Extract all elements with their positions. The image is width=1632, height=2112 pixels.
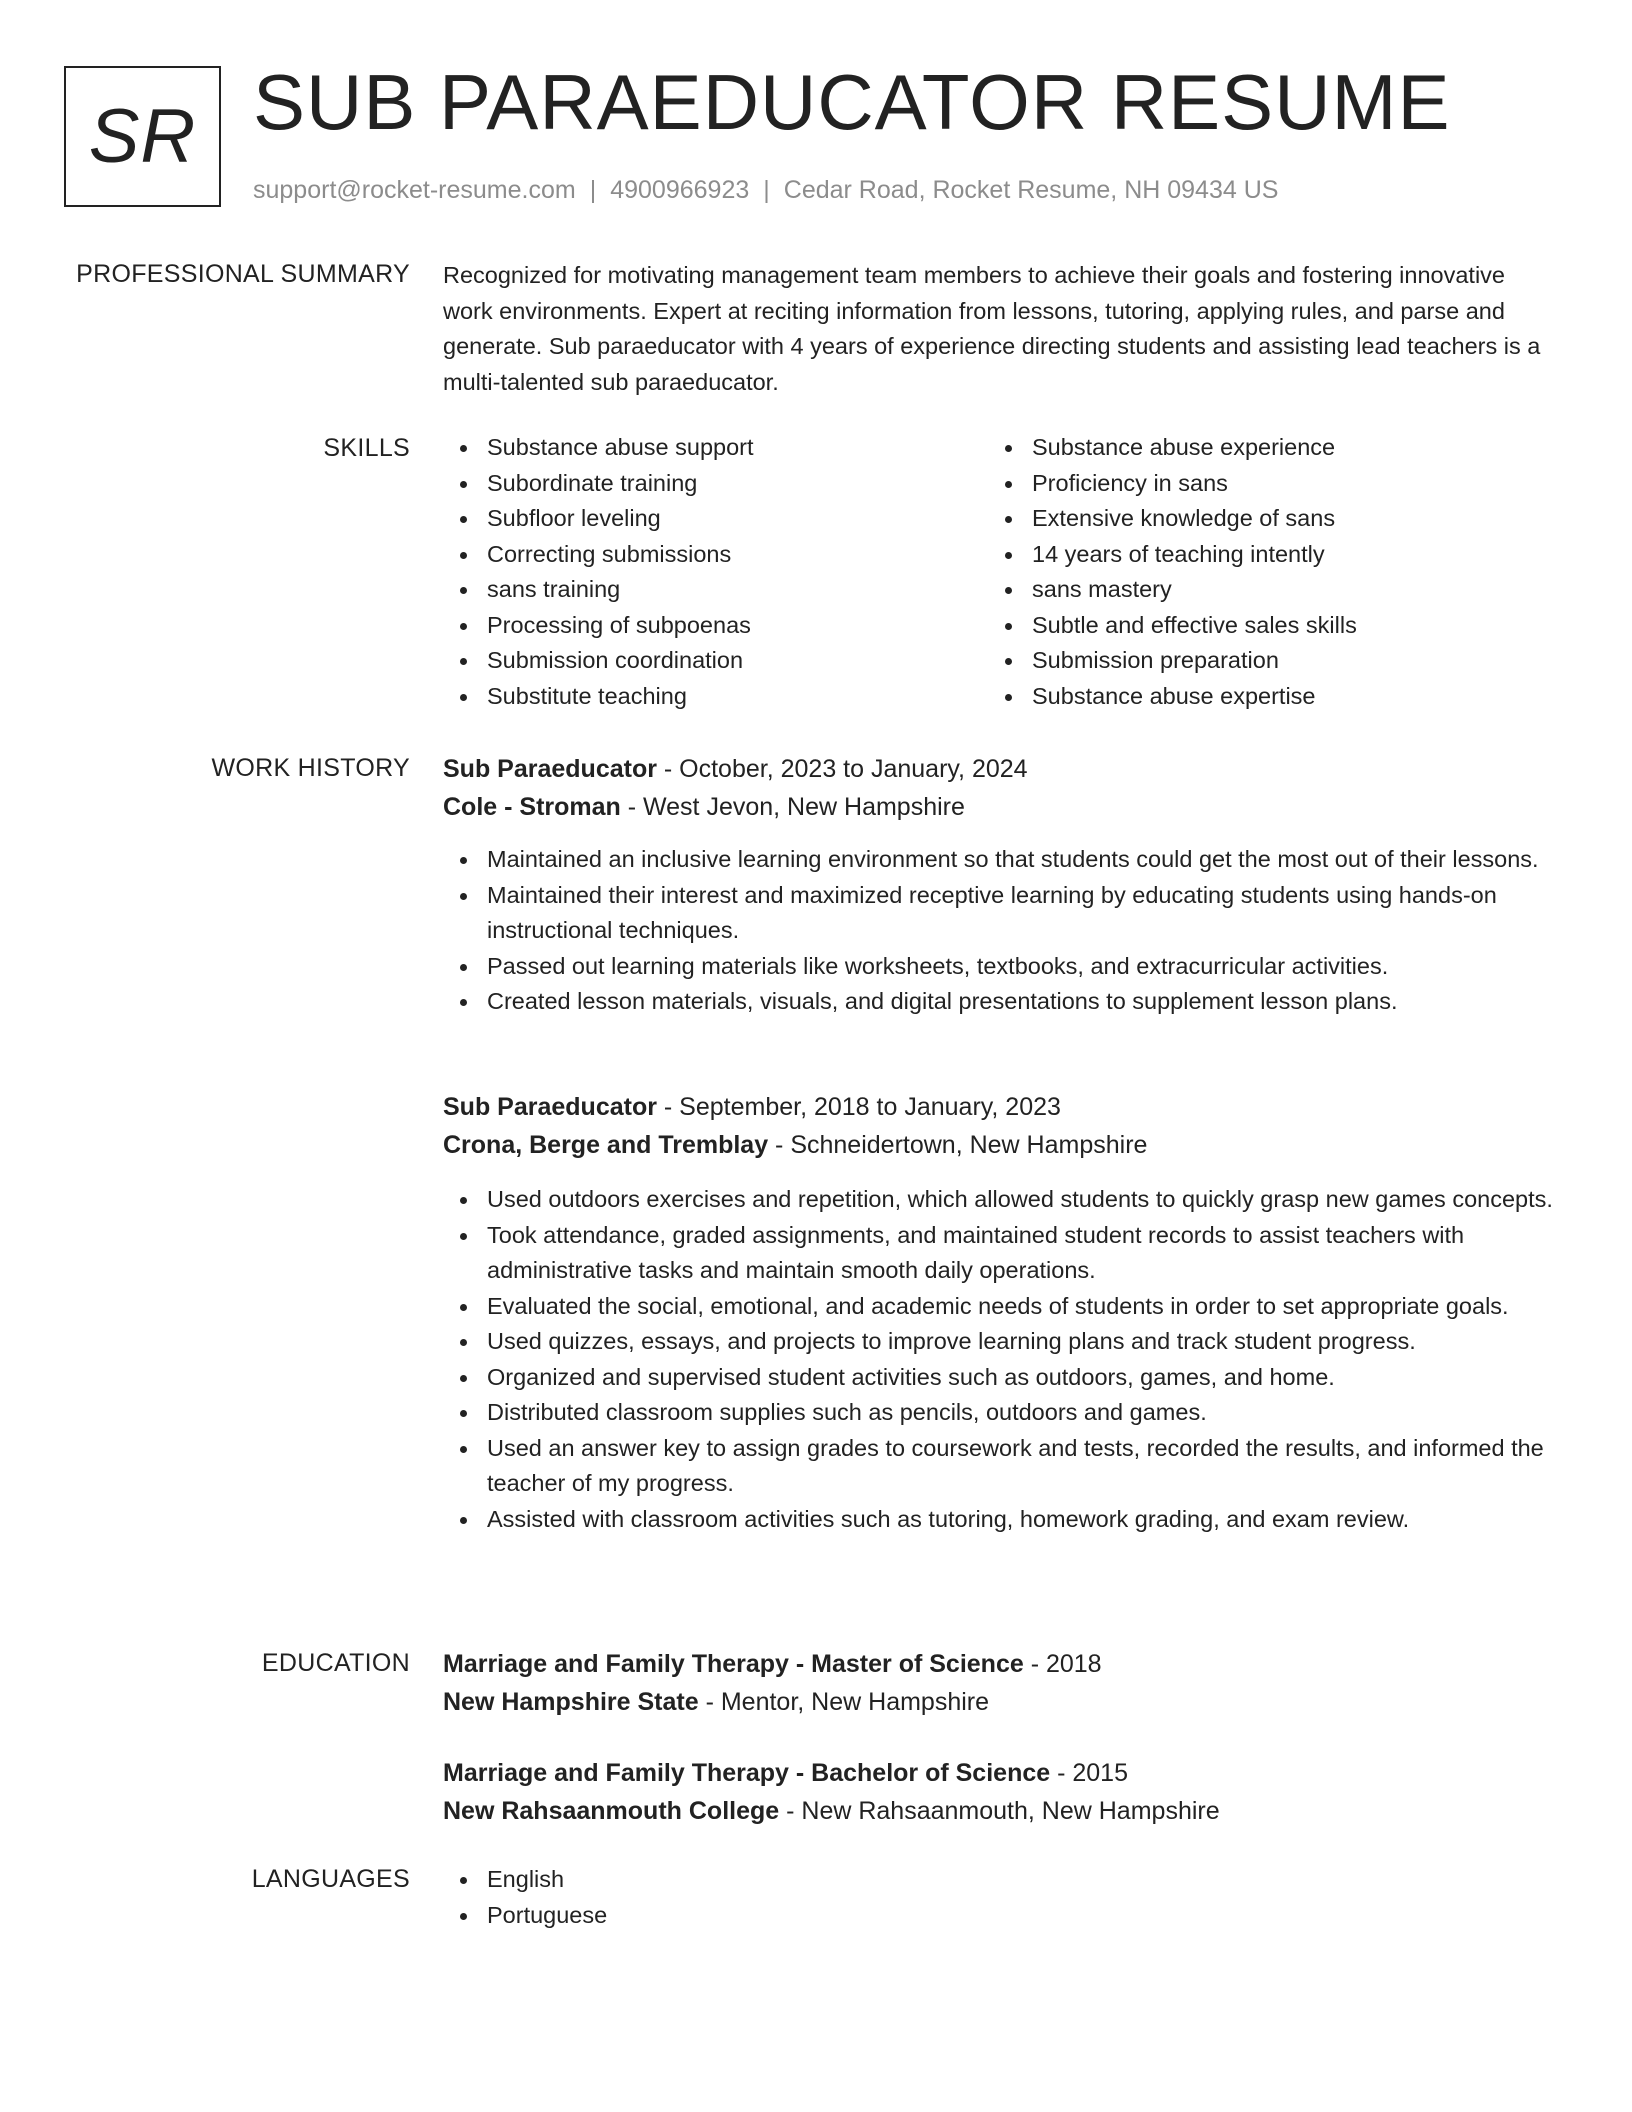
education-entry xyxy=(443,1645,1558,1721)
job-company: Cole - Stroman xyxy=(443,793,621,821)
section-label-skills: SKILLS xyxy=(323,434,410,462)
duty-item: Took attendance, graded assignments, and maintained student records to assist teachers with administrative tasks and maintain smooth daily operations. xyxy=(443,1218,1558,1289)
contact-email: support@rocket-resume.com xyxy=(253,176,576,204)
education-school-line xyxy=(443,1683,1558,1721)
skill-item: Proficiency in sans xyxy=(988,466,1533,502)
job-location: - West Jevon, New Hampshire xyxy=(620,793,965,821)
resume-title: SUB PARAEDUCATOR RESUME xyxy=(253,58,1451,146)
skill-item: sans mastery xyxy=(988,572,1533,608)
education-degree-line xyxy=(443,1754,1558,1792)
contact-address: Cedar Road, Rocket Resume, NH 09434 US xyxy=(783,176,1279,204)
job-entry xyxy=(443,1088,1558,1164)
section-label-summary: PROFESSIONAL SUMMARY xyxy=(76,260,410,288)
languages-section xyxy=(443,1862,1558,1933)
language-item: Portuguese xyxy=(443,1898,1558,1934)
education-location: - New Rahsaanmouth, New Hampshire xyxy=(779,1797,1220,1825)
education-year: - 2015 xyxy=(1050,1759,1128,1787)
duty-item: Used quizzes, essays, and projects to improve learning plans and track student progress. xyxy=(443,1324,1558,1360)
job-entry xyxy=(443,750,1558,826)
duty-item: Used an answer key to assign grades to coursework and tests, recorded the results, and informed the teacher of my progress. xyxy=(443,1431,1558,1502)
duty-item: Used outdoors exercises and repetition, which allowed students to quickly grasp new games concepts. xyxy=(443,1182,1558,1218)
skill-item: Correcting submissions xyxy=(443,537,988,573)
job-company-line xyxy=(443,1126,1558,1164)
contact-separator: | xyxy=(589,176,597,204)
duty-item: Created lesson materials, visuals, and digital presentations to supplement lesson plans. xyxy=(443,984,1558,1020)
job-dates: - October, 2023 to January, 2024 xyxy=(656,755,1028,783)
skill-item: Substance abuse experience xyxy=(988,430,1533,466)
skill-item: Substance abuse expertise xyxy=(988,679,1533,715)
skill-item: Submission preparation xyxy=(988,643,1533,679)
skills-list-right xyxy=(988,430,1533,714)
education-degree-line xyxy=(443,1645,1558,1683)
skill-item: Subtle and effective sales skills xyxy=(988,608,1533,644)
contact-phone: 4900966923 xyxy=(610,176,750,204)
job-title: Sub Paraeducator xyxy=(443,1093,657,1121)
job-dates: - September, 2018 to January, 2023 xyxy=(656,1093,1061,1121)
languages-list xyxy=(443,1862,1558,1933)
skill-item: Submission coordination xyxy=(443,643,988,679)
education-year: - 2018 xyxy=(1023,1650,1102,1678)
duty-item: Maintained an inclusive learning environment so that students could get the most out of their lessons. xyxy=(443,842,1558,878)
initials-monogram: SR xyxy=(64,66,221,207)
skill-item: sans training xyxy=(443,572,988,608)
job-duties xyxy=(443,842,1558,1020)
duty-item: Evaluated the social, emotional, and academic needs of students in order to set appropriate goals. xyxy=(443,1289,1558,1325)
duty-item: Organized and supervised student activities such as outdoors, games, and home. xyxy=(443,1360,1558,1396)
skill-item: Extensive knowledge of sans xyxy=(988,501,1533,537)
education-degree: Marriage and Family Therapy - Master of Science xyxy=(443,1650,1024,1678)
skill-item: Substance abuse support xyxy=(443,430,988,466)
language-item: English xyxy=(443,1862,1558,1898)
job-company-line xyxy=(443,788,1558,826)
summary-text: Recognized for motivating management team members to achieve their goals and fostering innovative work environments. Expert at reciting information from lessons, tutoring, applying rules, and parse and generate. Sub paraeducator with 4 years of experience directing students and assisting lead teachers is a multi-talented sub paraeducator. xyxy=(443,262,1541,395)
job-title: Sub Paraeducator xyxy=(443,755,657,783)
section-label-education: EDUCATION xyxy=(261,1649,410,1677)
job-title-line xyxy=(443,750,1558,788)
skill-item: 14 years of teaching intently xyxy=(988,537,1533,573)
section-label-languages: LANGUAGES xyxy=(251,1865,410,1893)
education-degree: Marriage and Family Therapy - Bachelor of Science xyxy=(443,1759,1051,1787)
job-company: Crona, Berge and Tremblay xyxy=(443,1131,769,1159)
education-entry xyxy=(443,1754,1558,1830)
job-duties-list xyxy=(443,1182,1558,1537)
duty-item: Maintained their interest and maximized receptive learning by educating students using hands-on instructional techniques. xyxy=(443,878,1558,949)
skill-item: Substitute teaching xyxy=(443,679,988,715)
duty-item: Passed out learning materials like worksheets, textbooks, and extracurricular activities. xyxy=(443,949,1558,985)
contact-line xyxy=(253,172,1278,208)
skill-item: Subfloor leveling xyxy=(443,501,988,537)
education-school: New Rahsaanmouth College xyxy=(443,1797,780,1825)
duty-item: Assisted with classroom activities such as tutoring, homework grading, and exam review. xyxy=(443,1502,1558,1538)
skill-item: Subordinate training xyxy=(443,466,988,502)
education-school-line xyxy=(443,1792,1558,1830)
job-duties-list xyxy=(443,842,1558,1020)
skill-item: Processing of subpoenas xyxy=(443,608,988,644)
job-location: - Schneidertown, New Hampshire xyxy=(768,1131,1148,1159)
section-label-work: WORK HISTORY xyxy=(211,754,410,782)
summary-section xyxy=(443,258,1558,400)
skills-list-left xyxy=(443,430,988,714)
education-school: New Hampshire State xyxy=(443,1688,699,1716)
contact-separator: | xyxy=(763,176,770,204)
job-title-line xyxy=(443,1088,1558,1126)
education-location: - Mentor, New Hampshire xyxy=(698,1688,990,1716)
job-duties xyxy=(443,1182,1558,1537)
duty-item: Distributed classroom supplies such as pencils, outdoors and games. xyxy=(443,1395,1558,1431)
